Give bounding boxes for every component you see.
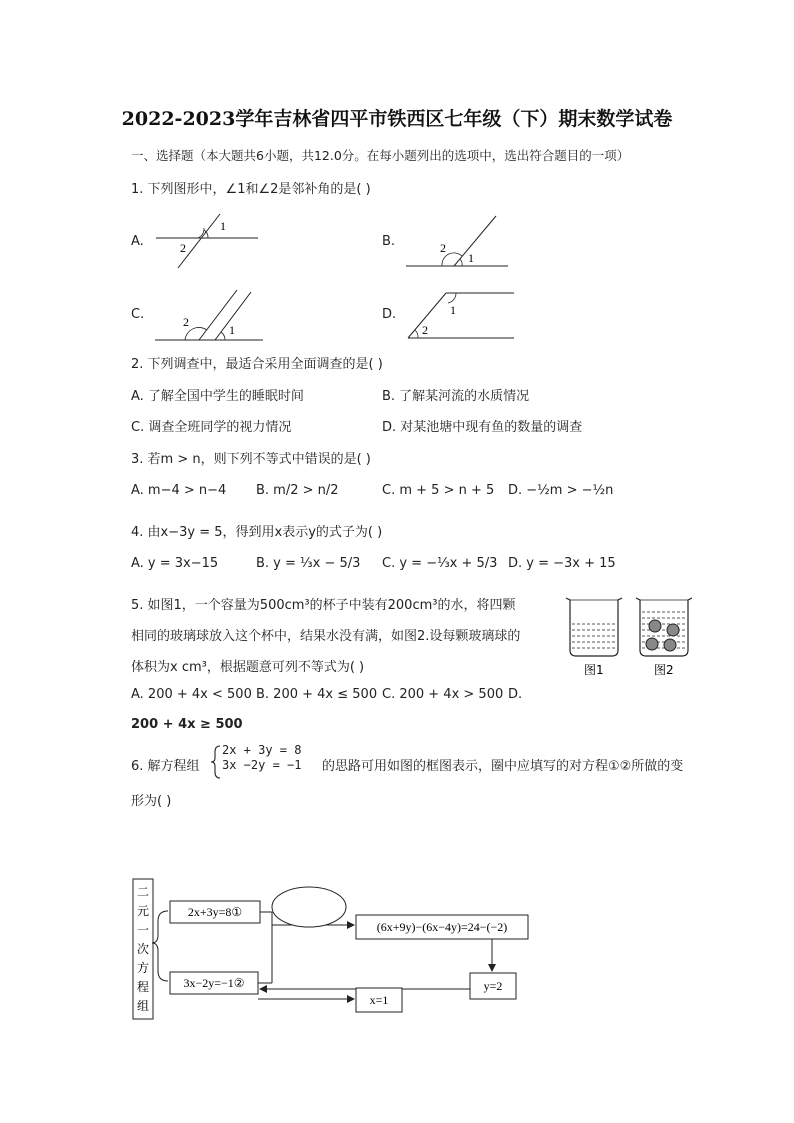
- question-1-stem: 1. 下列图形中，∠1和∠2是邻补角的是( ): [131, 182, 371, 197]
- q1-figure-c: [153, 288, 273, 348]
- flow-vert-char-7: 组: [136, 999, 150, 1013]
- system-eq-1: 2x + 3y = 8: [222, 743, 302, 757]
- q4-option-c: C. y = −⅓x + 5/3: [382, 556, 498, 571]
- flow-vert-char-3: 一: [136, 923, 150, 937]
- q1c-angle2-label: 2: [183, 315, 189, 329]
- q1-option-b-label: B.: [382, 234, 396, 249]
- flow-vert-char-1: 二: [136, 885, 150, 899]
- q1-figure-d: [404, 288, 524, 348]
- q6-flowchart: [128, 875, 538, 1025]
- question-2-stem: 2. 下列调查中，最适合采用全面调查的是( ): [131, 357, 383, 372]
- flow-x-result-text: x=1: [369, 993, 389, 1007]
- q5-option-d-label: D.: [508, 687, 523, 702]
- q1c-angle1-label: 1: [229, 323, 235, 337]
- q1d-angle2-label: 2: [422, 323, 428, 337]
- q5-option-a: A. 200 + 4x < 500: [131, 687, 252, 702]
- question-5-line1: 5. 如图1，一个容量为500cm³的杯子中装有200cm³的水，将四颗: [131, 598, 516, 613]
- q1d-angle1-label: 1: [450, 303, 456, 317]
- flow-eq2-text: 3x−2y=−1②: [183, 976, 245, 990]
- question-6-line1-tail: 的思路可用如图的框图表示，圈中应填写的对方程①②所做的变: [322, 759, 684, 774]
- beaker-2-icon: [636, 598, 692, 656]
- q1a-angle1-label: 1: [220, 219, 226, 233]
- q1b-angle1-label: 1: [468, 251, 474, 265]
- question-4-stem: 4. 由x−3y = 5，得到用x表示y的式子为( ): [131, 525, 383, 540]
- question-3-stem: 3. 若m > n，则下列不等式中错误的是( ): [131, 452, 371, 467]
- system-eq-2: 3x −2y = −1: [222, 758, 302, 772]
- q3-option-b: B. m/2 > n/2: [256, 483, 339, 498]
- q2-option-d: D. 对某池塘中现有鱼的数量的调查: [382, 420, 583, 435]
- q2-option-c: C. 调查全班同学的视力情况: [131, 420, 292, 435]
- q4-option-a: A. y = 3x−15: [131, 556, 219, 571]
- question-5-line2: 相同的玻璃球放入这个杯中，结果水没有满，如图2.设每颗玻璃球的: [131, 629, 521, 644]
- q3-option-d: D. −½m > −½n: [508, 483, 614, 498]
- q1-option-a-label: A.: [131, 234, 144, 249]
- question-6-lead: 6. 解方程组: [131, 759, 200, 774]
- flow-vert-char-2: 元: [136, 904, 150, 918]
- q4-option-d: D. y = −3x + 15: [508, 556, 616, 571]
- q2-option-b: B. 了解某河流的水质情况: [382, 389, 530, 404]
- q1-option-c-label: C.: [131, 307, 145, 322]
- q1-figure-b: [404, 214, 514, 274]
- system-brace-icon: [210, 744, 222, 780]
- q5-beakers-figure: [560, 592, 700, 682]
- question-6-line2: 形为( ): [131, 794, 172, 809]
- q4-option-b: B. y = ⅓x − 5/3: [256, 556, 361, 571]
- q1-figure-a: [150, 210, 270, 270]
- flow-vert-char-5: 方: [136, 961, 150, 975]
- flow-blank-ellipse: [272, 887, 346, 927]
- q1b-angle2-label: 2: [440, 241, 446, 255]
- flow-vert-char-6: 程: [136, 980, 150, 994]
- q3-option-a: A. m−4 > n−4: [131, 483, 227, 498]
- question-5-line3: 体积为x cm³，根据题意可列不等式为( ): [131, 660, 365, 675]
- paper-title: 2022-2023学年吉林省四平市铁西区七年级（下）期末数学试卷: [121, 108, 673, 130]
- q5-option-b: B. 200 + 4x ≤ 500: [256, 687, 378, 702]
- q2-option-a: A. 了解全国中学生的睡眠时间: [131, 389, 304, 404]
- fig1-caption: 图1: [584, 663, 604, 677]
- q1a-angle2-label: 2: [180, 241, 186, 255]
- flow-eq1-text: 2x+3y=8①: [187, 905, 243, 919]
- q5-option-c: C. 200 + 4x > 500: [382, 687, 504, 702]
- q5-option-d-value: 200 + 4x ≥ 500: [131, 717, 243, 732]
- q3-option-c: C. m + 5 > n + 5: [382, 483, 495, 498]
- equation-system: [222, 743, 301, 773]
- beaker-1-icon: [566, 598, 622, 656]
- q1-option-d-label: D.: [382, 307, 397, 322]
- flow-y-result-text: y=2: [483, 979, 503, 993]
- flow-vert-char-4: 次: [136, 942, 150, 956]
- flow-combined-text: (6x+9y)−(6x−4y)=24−(−2): [376, 920, 508, 934]
- section-heading: 一、选择题（本大题共6小题，共12.0分。在每小题列出的选项中，选出符合题目的一项）: [131, 148, 630, 163]
- fig2-caption: 图2: [654, 663, 674, 677]
